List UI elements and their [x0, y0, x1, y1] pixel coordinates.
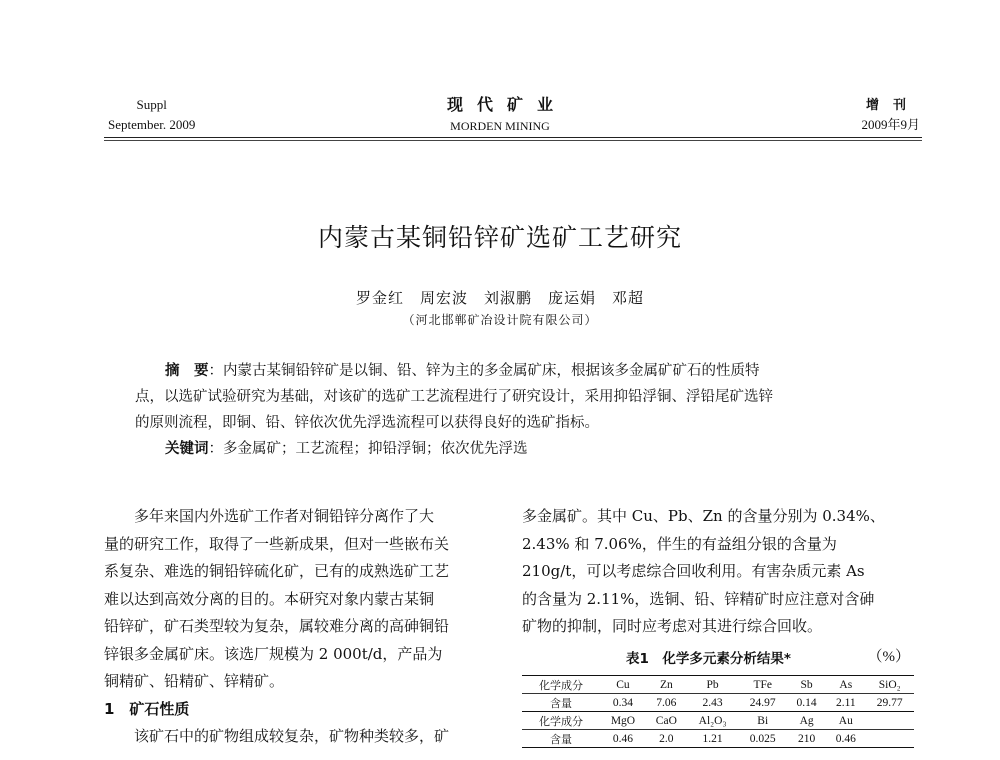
table-cell: CaO — [646, 712, 687, 730]
table-row — [522, 730, 914, 748]
table-cell: 化学成分 — [522, 712, 600, 730]
authors: 罗金红 周宏波 刘淑鹏 庞运娟 邓超 — [355, 289, 644, 307]
keywords-label: 关键词 — [165, 441, 209, 457]
table-cell: As — [826, 676, 865, 694]
table-cell: 含量 — [522, 730, 600, 748]
abstract-line-1: 摘 要：内蒙古某铜铅锌矿是以铜、铅、锌为主的多金属矿床，根据该多金属矿矿石的性质特 — [165, 363, 760, 379]
paper-title: 内蒙古某铜铅锌矿选矿工艺研究 — [317, 223, 682, 252]
table-cell: Ag — [787, 712, 826, 730]
supplement-label-cn: 增刊 — [865, 97, 920, 112]
abstract-label: 摘 要 — [165, 363, 209, 379]
abstract-line-2: 点，以选矿试验研究为基础，对该矿的选矿工艺流程进行了研究设计，采用抑铅浮铜、浮铅尾矿选锌 — [135, 389, 773, 405]
table-cell — [865, 712, 914, 730]
table-cell: 210 — [787, 730, 826, 748]
table-cell: 2.11 — [826, 694, 865, 712]
table-cell: 化学成分 — [522, 676, 600, 694]
table-row — [522, 676, 914, 694]
table-cell: Al₂O₃ — [687, 712, 739, 730]
table-cell: SiO₂ — [865, 676, 914, 694]
issue-date-en: September. 2009 — [108, 117, 196, 132]
body-line: 多金属矿。其中 Cu、Pb、Zn 的含量分别为 0.34%、 — [522, 507, 885, 525]
supplement-label: Suppl — [136, 97, 167, 112]
header-rule — [104, 137, 922, 138]
body-line: 铅锌矿，矿石类型较为复杂，属较难分离的高砷铜铅 — [104, 617, 450, 635]
body-line: 难以达到高效分离的目的。本研究对象内蒙古某铜 — [104, 589, 435, 608]
table-cell: MgO — [600, 712, 646, 730]
body-line: 量的研究工作，取得了一些新成果，但对一些嵌布关 — [104, 534, 450, 553]
body-column-right — [522, 503, 918, 641]
table-cell: 7.06 — [646, 694, 687, 712]
abstract-line-3: 的原则流程，即铜、铅、锌依次优先浮选流程可以获得良好的选矿指标。 — [135, 415, 599, 431]
journal-name-en: MORDEN MINING — [450, 119, 550, 133]
table-caption — [522, 647, 918, 667]
issue-date-cn: 2009年9月 — [861, 117, 920, 132]
body-line: 矿物的抑制，同时应考虑对其进行综合回收。 — [522, 617, 823, 635]
body-line: 铜精矿、铅精矿、锌精矿。 — [104, 672, 285, 690]
journal-header-left — [108, 95, 195, 135]
body-line: 锌银多金属矿床。该选厂规模为 2 000t/d，产品为 — [104, 644, 443, 663]
table-row — [522, 694, 914, 712]
table-cell: Pb — [687, 676, 739, 694]
table-cell: 0.34 — [600, 694, 646, 712]
body-column-left — [104, 503, 494, 751]
table-cell: 含量 — [522, 694, 600, 712]
table-cell: Sb — [787, 676, 826, 694]
journal-header-right — [861, 95, 920, 135]
body-line: 2.43% 和 7.06%，伴生的有益组分银的含量为 — [522, 534, 837, 553]
table-unit: （%） — [867, 649, 910, 665]
table-cell: Bi — [738, 712, 787, 730]
header-rule-thin — [104, 140, 922, 141]
table-cell: TFe — [738, 676, 787, 694]
body-line: 该矿石中的矿物组成较复杂，矿物种类较多，矿 — [134, 727, 450, 745]
body-line: 多年来国内外选矿工作者对铜铅锌分离作了大 — [134, 507, 435, 525]
table-cell: 0.025 — [738, 730, 787, 748]
keywords: 关键词：多金属矿；工艺流程；抑铅浮铜；依次优先浮选 — [165, 441, 528, 457]
table-row — [522, 712, 914, 730]
chemical-analysis-table — [522, 675, 914, 748]
body-line: 系复杂、难选的铜铅锌硫化矿，已有的成熟选矿工艺 — [104, 562, 450, 580]
table-cell: 0.14 — [787, 694, 826, 712]
journal-header-center — [430, 95, 570, 135]
abstract — [135, 358, 895, 462]
table-cell: 24.97 — [738, 694, 787, 712]
body-line: 的含量为 2.11%，选铜、铅、锌精矿时应注意对含砷 — [522, 589, 875, 608]
table-cell: Au — [826, 712, 865, 730]
table-cell: 2.0 — [646, 730, 687, 748]
table-cell: Zn — [646, 676, 687, 694]
table-caption-text: 表1 化学多元素分析结果* — [626, 651, 791, 667]
table-cell: Cu — [600, 676, 646, 694]
table-cell: 2.43 — [687, 694, 739, 712]
affiliation: （河北邯郸矿冶设计院有限公司） — [402, 313, 598, 327]
journal-name-cn: 现代矿业 — [446, 97, 567, 114]
table-cell — [865, 730, 914, 748]
table-cell: 0.46 — [826, 730, 865, 748]
section-heading: 1 矿石性质 — [104, 699, 190, 718]
table-cell: 29.77 — [865, 694, 914, 712]
table-cell: 0.46 — [600, 730, 646, 748]
table-cell: 1.21 — [687, 730, 739, 748]
body-line: 210g/t，可以考虑综合回收利用。有害杂质元素 As — [522, 562, 865, 580]
